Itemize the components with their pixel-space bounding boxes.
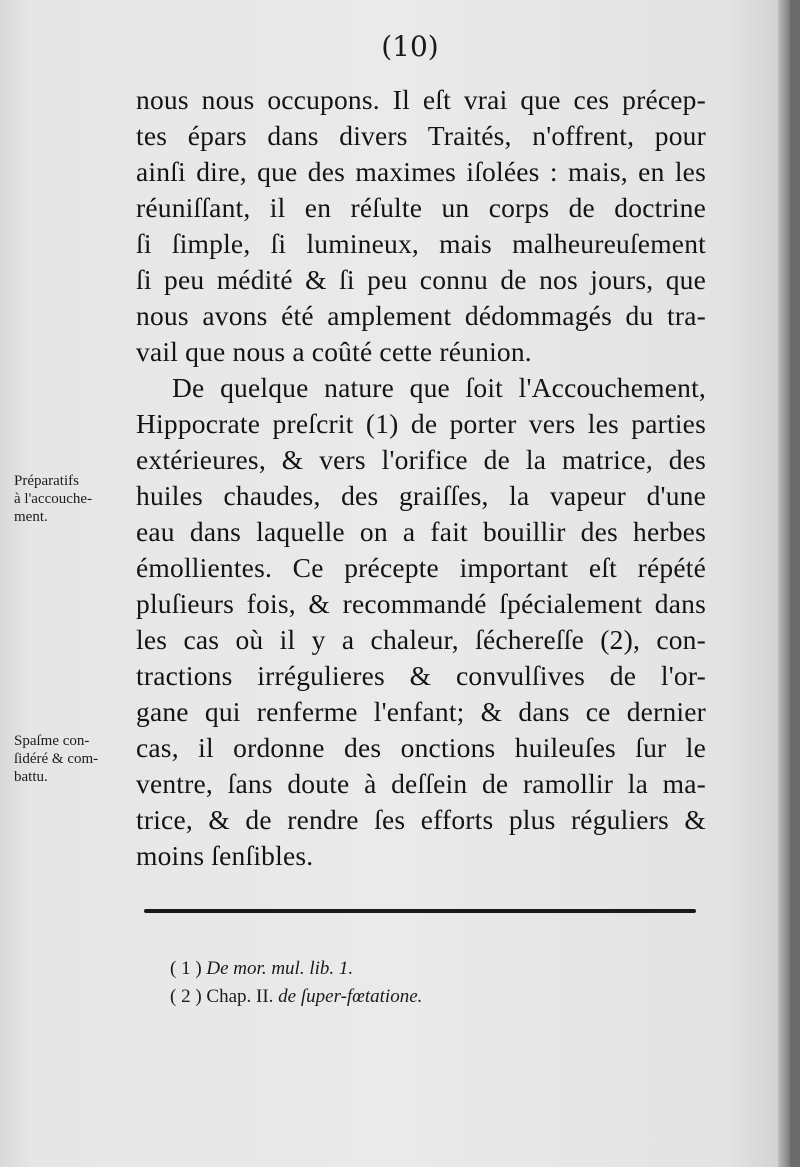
body-text (136, 82, 706, 874)
footnote-rule (144, 909, 696, 913)
footnotes (170, 955, 690, 1011)
footnote-text: de ſuper-fœtatione. (278, 986, 423, 1007)
footnote-2 (170, 983, 690, 1011)
body-line: nous avons été amplement dédommagés du tra- (136, 300, 706, 331)
margin-note-line: ſidéré & com- (14, 751, 99, 767)
margin-note-line: battu. (14, 769, 48, 785)
body-line: émollientes. Ce précepte important eſt répété (136, 552, 706, 583)
body-line: moins ſenſibles. (136, 840, 314, 871)
footnote-marker: ( 2 ) (170, 986, 202, 1007)
margin-note-line: à l'accouche- (14, 491, 93, 507)
margin-note-preparatifs (14, 472, 132, 526)
body-line: trice, & de rendre ſes efforts plus réguliers & (136, 804, 706, 835)
body-line: vail que nous a coûté cette réunion. (136, 336, 532, 367)
body-line: gane qui renferme l'enfant; & dans ce dernier (136, 696, 706, 727)
footnote-1 (170, 955, 690, 983)
body-line: huiles chaudes, des graiſſes, la vapeur d'une (136, 480, 706, 511)
body-line: pluſieurs fois, & recommandé ſpécialement dans (136, 588, 706, 619)
footnote-text: De mor. mul. lib. 1. (206, 958, 354, 979)
body-line: cas, il ordonne des onctions huileuſes ſur le (136, 732, 706, 763)
body-line: nous nous occupons. Il eſt vrai que ces précep- (136, 84, 706, 115)
body-line: les cas où il y a chaleur, ſéchereſſe (2), con- (136, 624, 706, 655)
margin-note-line: ment. (14, 509, 48, 525)
body-line: ainſi dire, que des maximes iſolées : mais, en les (136, 156, 706, 187)
body-line: ventre, ſans doute à deſſein de ramollir la ma- (136, 768, 706, 799)
body-line: ſi ſimple, ſi lumineux, mais malheureuſement (136, 228, 706, 259)
margin-note-line: Préparatifs (14, 473, 79, 489)
footnote-marker: ( 1 ) (170, 958, 202, 979)
body-line: extérieures, & vers l'orifice de la matrice, des (136, 444, 706, 475)
page-number: (10) (381, 30, 439, 63)
body-line: De quelque nature que ſoit l'Accouchement, (172, 372, 706, 403)
margin-note-line: Spaſme con- (14, 733, 90, 749)
body-line: Hippocrate preſcrit (1) de porter vers les parties (136, 408, 706, 439)
footnote-text-prefix: Chap. II. (206, 986, 274, 1007)
body-line: tractions irrégulieres & convulſives de l'or- (136, 660, 706, 691)
body-line: réuniſſant, il en réſulte un corps de doctrine (136, 192, 706, 223)
body-line: ſi peu médité & ſi peu connu de nos jours, que (136, 264, 706, 295)
body-line: eau dans laquelle on a fait bouillir des herbes (136, 516, 706, 547)
body-line: tes épars dans divers Traités, n'offrent, pour (136, 120, 706, 151)
page-edge-shadow (778, 0, 790, 1167)
margin-note-spasme (14, 732, 132, 786)
